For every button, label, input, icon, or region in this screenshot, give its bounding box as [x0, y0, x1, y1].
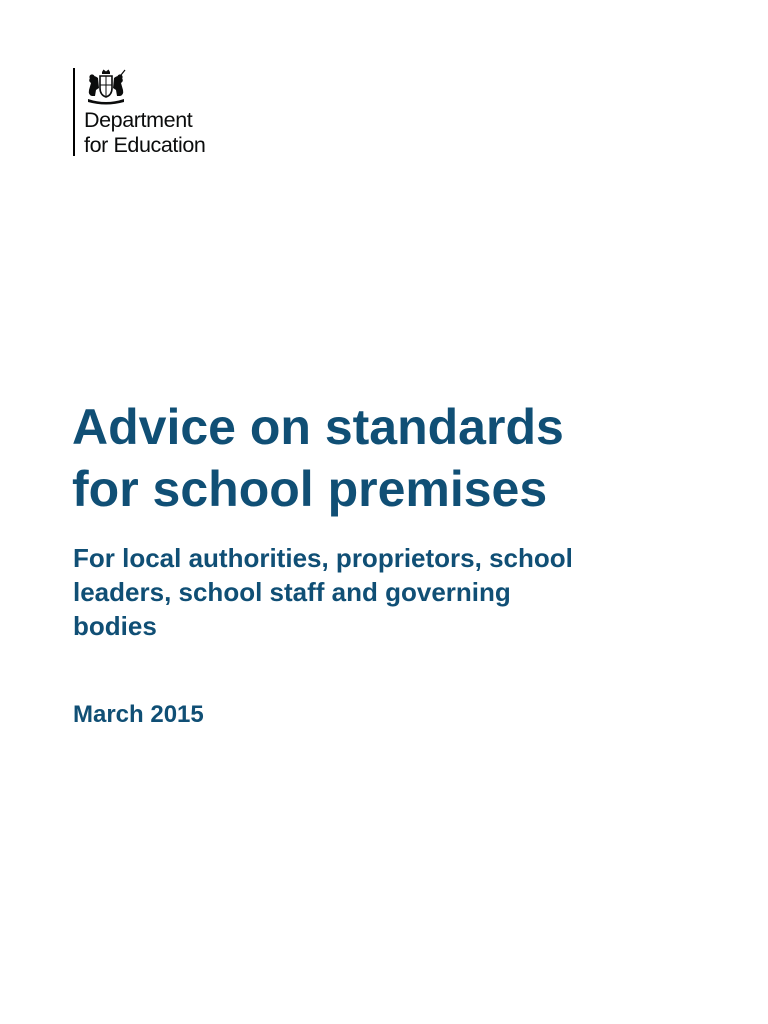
- document-subtitle: [73, 541, 573, 643]
- department-logo: [73, 68, 243, 158]
- document-subtitle-line-1: For local authorities, proprietors, school: [73, 543, 573, 573]
- department-name-line-1: Department: [84, 108, 193, 132]
- royal-coat-of-arms-icon: [83, 68, 129, 106]
- document-title-line-2: for school premises: [72, 461, 548, 517]
- document-title: [72, 396, 564, 520]
- document-subtitle-line-2: leaders, school staff and governing: [73, 577, 511, 607]
- department-name-line-2: for Education: [84, 133, 206, 157]
- document-title-line-1: Advice on standards: [72, 399, 564, 455]
- document-subtitle-line-3: bodies: [73, 611, 157, 641]
- department-name: [84, 108, 206, 158]
- logo-divider: [73, 68, 75, 156]
- publication-date: March 2015: [73, 701, 204, 728]
